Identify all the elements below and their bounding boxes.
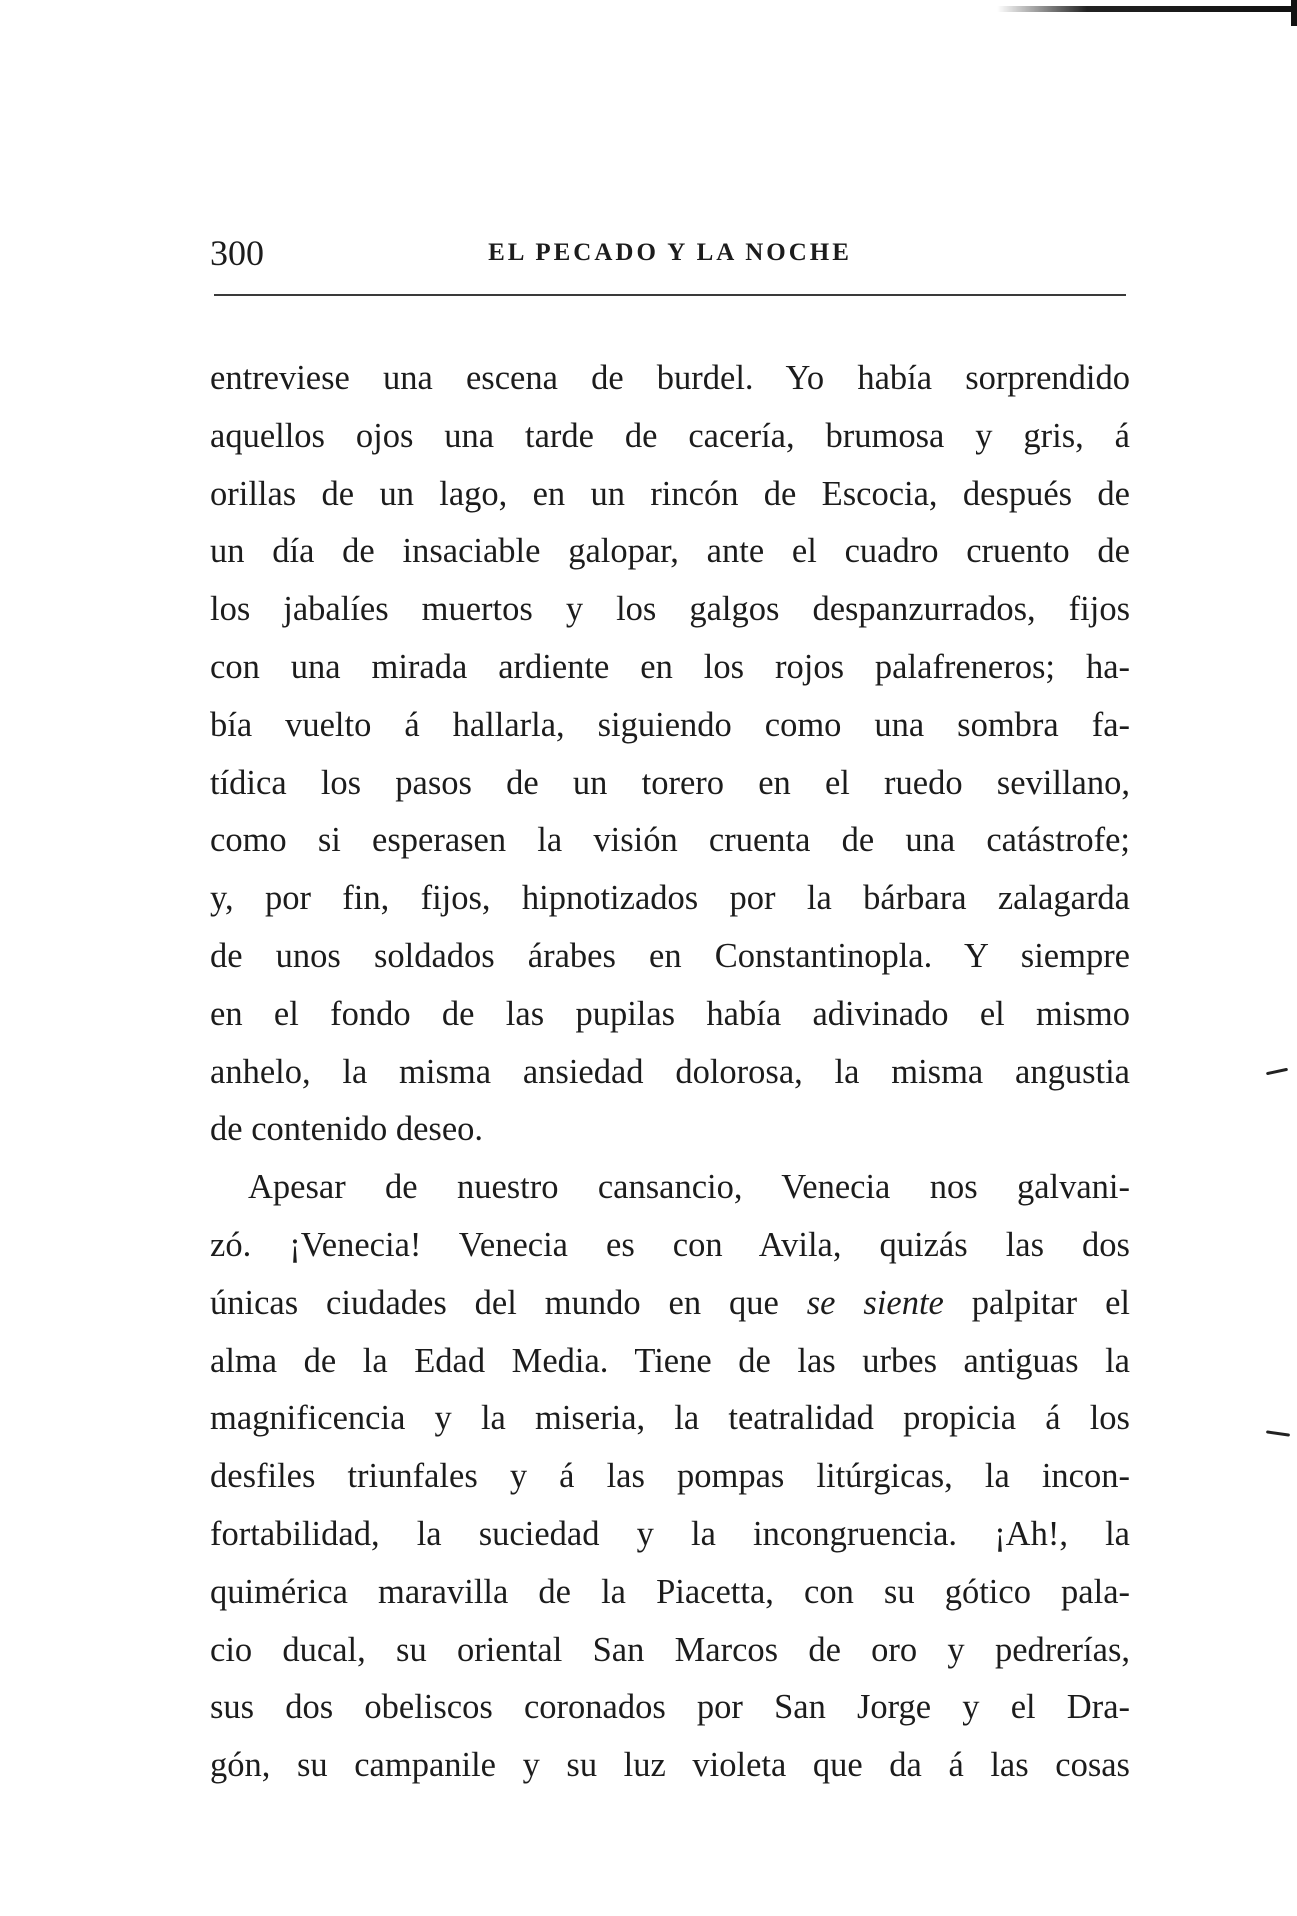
text-line: fortabilidad, la suciedad y la incongruencia. ¡Ah!, la	[210, 1514, 1130, 1553]
text-line: alma de la Edad Media. Tiene de las urbes antiguas la	[210, 1341, 1130, 1380]
text-line: zó. ¡Venecia! Venecia es con Avila, quizás las dos	[210, 1225, 1130, 1264]
text-segment: únicas ciudades del mundo en que	[210, 1283, 807, 1322]
text-line: con una mirada ardiente en los rojos palafreneros; ha-	[210, 647, 1130, 686]
running-head	[210, 228, 1130, 278]
text-line: magnificencia y la miseria, la teatralidad propicia á los	[210, 1399, 1130, 1438]
text-line-with-italic	[210, 1275, 1130, 1333]
scan-edge-mark	[997, 6, 1297, 12]
text-line: entreviese una escena de burdel. Yo había sorprendido	[210, 359, 1130, 397]
text-line: gón, su campanile y su luz violeta que da á las cosas	[210, 1746, 1130, 1785]
text-line: sus dos obeliscos coronados por San Jorge y el Dra-	[210, 1688, 1130, 1727]
text-line: cio ducal, su oriental San Marcos de oro y pedrerías,	[210, 1630, 1130, 1669]
text-line: los jabalíes muertos y los galgos despanzurrados, fijos	[210, 590, 1130, 629]
text-line: bía vuelto á hallarla, siguiendo como una sombra fa-	[210, 705, 1130, 744]
text-line: y, por fin, fijos, hipnotizados por la bárbara zalagarda	[210, 879, 1130, 918]
text-segment: palpitar el	[943, 1283, 1130, 1322]
text-line: un día de insaciable galopar, ante el cuadro cruento de	[210, 532, 1130, 571]
text-line: desfiles triunfales y á las pompas litúrgicas, la incon-	[210, 1457, 1130, 1496]
page-number: 300	[210, 233, 264, 273]
text-line: quimérica maravilla de la Piacetta, con su gótico pala-	[210, 1572, 1130, 1611]
text-line: de contenido deseo.	[210, 1110, 484, 1149]
margin-mark	[1266, 1068, 1288, 1076]
margin-mark	[1266, 1430, 1290, 1436]
header-rule	[214, 294, 1126, 296]
text-line: como si esperasen la visión cruenta de una catástrofe;	[210, 821, 1130, 860]
text-line: de unos soldados árabes en Constantinopla. Y siempre	[210, 936, 1130, 975]
text-line: tídica los pasos de un torero en el ruedo sevillano,	[210, 763, 1130, 802]
scan-edge-corner	[1291, 0, 1297, 26]
running-title: EL PECADO Y LA NOCHE	[488, 239, 852, 266]
text-line: aquellos ojos una tarde de cacería, brumosa y gris, á	[210, 416, 1130, 455]
text-line: Apesar de nuestro cansancio, Venecia nos galvani-	[248, 1168, 1130, 1207]
text-line: en el fondo de las pupilas había adivinado el mismo	[210, 994, 1130, 1033]
italic-phrase: se siente	[806, 1283, 944, 1322]
body-text	[210, 350, 1130, 1795]
text-line: anhelo, la misma ansiedad dolorosa, la misma angustia	[210, 1052, 1130, 1091]
text-line: orillas de un lago, en un rincón de Escocia, después de	[210, 474, 1130, 513]
